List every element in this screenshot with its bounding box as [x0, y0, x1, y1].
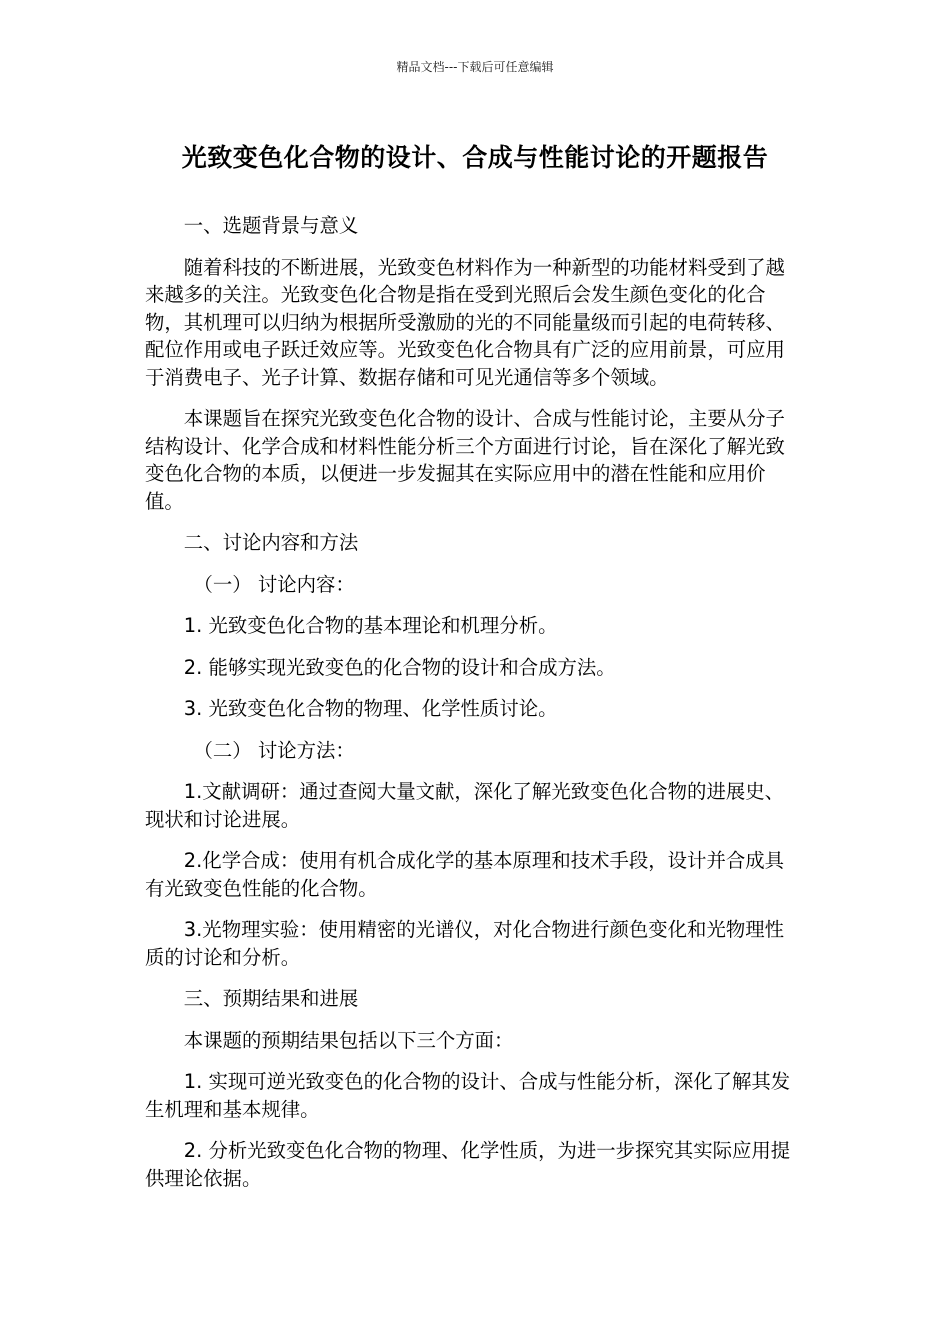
list-item: 2. 分析光致变色化合物的物理、化学性质，为进一步探究其实际应用提供理论依据。 — [145, 1139, 791, 1190]
list-item: 1.文献调研：通过查阅大量文献，深化了解光致变色化合物的进展史、现状和讨论进展。 — [145, 780, 785, 831]
list-item: 1. 光致变色化合物的基本理论和机理分析。 — [183, 614, 558, 637]
paragraph-background: 随着科技的不断进展，光致变色材料作为一种新型的功能材料受到了越来越多的关注。光致变色化合物是指在受到光照后会发生颜色变化的化合物，其机理可以归纳为根据所受激励的光的不同能量级而引起的电荷转移、配位作用或电子跃迁效应等。光致变色化合物具有广泛的应用前景，可应用于消费电子、光子计算、数据存储和可见光通信等多个领域。 — [145, 255, 785, 389]
section-heading-content-methods: 二、讨论内容和方法 — [183, 531, 359, 554]
list-item: 2.化学合成：使用有机合成化学的基本原理和技术手段，设计并合成具有光致变色性能的化合物。 — [145, 849, 785, 900]
document-title: 光致变色化合物的设计、合成与性能讨论的开题报告 — [181, 143, 769, 172]
list-item: 3. 光致变色化合物的物理、化学性质讨论。 — [183, 697, 558, 720]
page-header-note: 精品文档---下载后可任意编辑 — [396, 60, 554, 74]
section-heading-expected-results: 三、预期结果和进展 — [183, 987, 359, 1010]
paragraph-objective: 本课题旨在探究光致变色化合物的设计、合成与性能讨论，主要从分子结构设计、化学合成和材料性能分析三个方面进行讨论，旨在深化了解光致变色化合物的本质，以便进一步发掘其在实际应用中的潜在性能和应用价值。 — [145, 407, 785, 513]
list-item: 2. 能够实现光致变色的化合物的设计和合成方法。 — [183, 655, 616, 679]
section-heading-background: 一、选题背景与意义 — [183, 214, 359, 237]
subheading-content: （一） 讨论内容： — [193, 572, 355, 596]
subheading-methods: （二） 讨论方法： — [193, 738, 355, 762]
document-body — [145, 212, 803, 1206]
list-item: 1. 实现可逆光致变色的化合物的设计、合成与性能分析，深化了解其发生机理和基本规律。 — [145, 1070, 791, 1121]
list-item: 3.光物理实验：使用精密的光谱仪，对化合物进行颜色变化和光物理性质的讨论和分析。 — [145, 918, 785, 969]
paragraph-results-intro: 本课题的预期结果包括以下三个方面： — [183, 1028, 514, 1052]
